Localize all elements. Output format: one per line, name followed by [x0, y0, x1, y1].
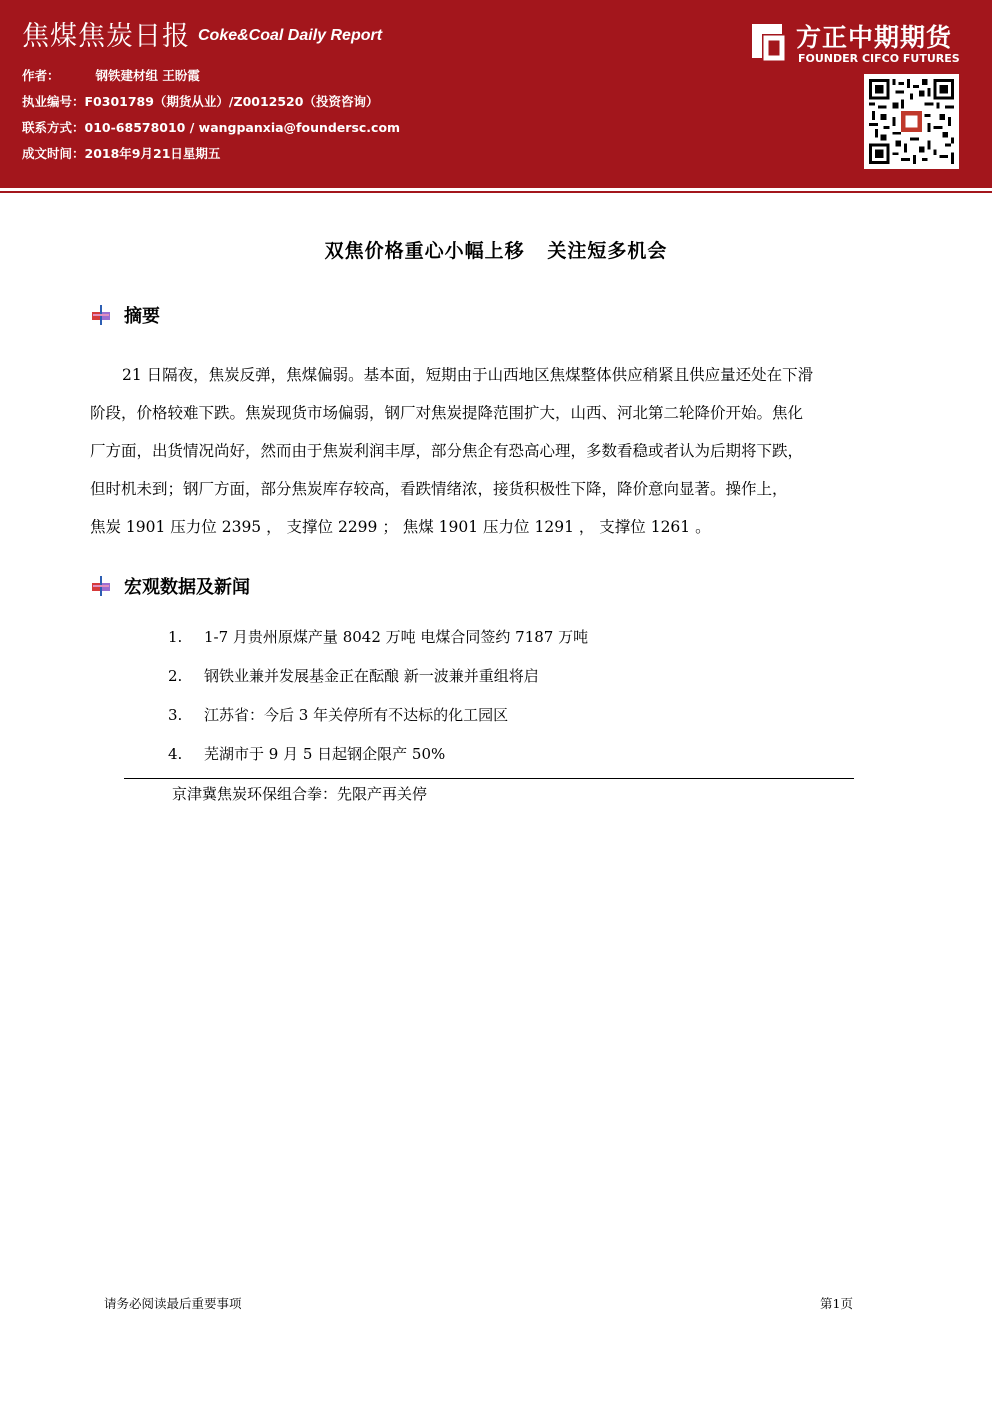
section-bullet-icon: [90, 304, 112, 326]
header-rule: [0, 184, 992, 188]
document-title: 双焦价格重心小幅上移 关注短多机会: [324, 240, 668, 262]
contact-line: [22, 118, 400, 136]
author-value: 钢铁建材组 王盼霞: [95, 68, 200, 83]
summary-line-2: 阶段，价格较难下跌。焦炭现货市场偏弱，钢厂对焦炭提降范围扩大，山西、河北第二轮降价开始。焦化: [90, 404, 804, 422]
logo-english-name: FOUNDER CIFCO FUTURES: [798, 52, 960, 65]
news-item[interactable]: [168, 624, 868, 663]
founder-logo-icon: [746, 20, 788, 62]
license-label: 执业编号：: [22, 94, 85, 109]
news-heading-label: 宏观数据及新闻: [124, 577, 250, 598]
summary-line-4: 但时机未到；钢厂方面，部分焦炭库存较高，看跌情绪浓，接货积极性下降，降价意向显著。操作上，: [90, 480, 788, 498]
license-value: F0301789（期货从业）/Z0012520（投资咨询）: [84, 94, 379, 109]
page-number: 第1页: [820, 1296, 853, 1311]
report-subtitle: Coke&Coal Daily Report: [198, 27, 383, 44]
news-item[interactable]: [168, 741, 868, 780]
author-label: 作者：: [22, 68, 60, 83]
author-line: [22, 66, 200, 84]
news-item-text: 1-7 月贵州原煤产量 8042 万吨 电煤合同签约 7187 万吨: [204, 628, 589, 646]
news-item[interactable]: [168, 702, 868, 741]
date-line: [22, 144, 220, 162]
news-list: [168, 624, 868, 780]
date-value: 2018年9月21日星期五: [84, 146, 221, 161]
summary-line-5: 焦炭 1901 压力位 2395 ， 支撑位 2299 ； 焦煤 1901 压力位 1291 ， 支撑位 1261 。: [90, 518, 711, 536]
qr-code: [864, 74, 959, 169]
news-item-number: 1.: [168, 628, 183, 646]
news-item-text: 芜湖市于 9 月 5 日起钢企限产 50%: [204, 745, 446, 763]
company-logo: [746, 18, 976, 68]
news-item-text: 钢铁业兼并发展基金正在酝酿 新一波兼并重组将启: [204, 667, 539, 685]
news-item-text: 江苏省：今后 3 年关停所有不达标的化工园区: [204, 706, 509, 724]
news-item-number: 4.: [168, 745, 183, 763]
disclaimer-notice: 请务必阅读最后重要事项: [104, 1296, 242, 1311]
news-footnote[interactable]: 京津冀焦炭环保组合拳：先限产再关停: [172, 785, 428, 803]
summary-body: [90, 356, 902, 546]
news-item-number: 3.: [168, 706, 183, 724]
report-title: 焦煤焦炭日报: [22, 21, 190, 52]
report-header: [0, 0, 992, 184]
header-rule-thin: [0, 191, 992, 193]
summary-line-3: 厂方面，出货情况尚好，然而由于焦炭利润丰厚，部分焦企有恐高心理，多数看稳或者认为后期将下跌，: [90, 442, 804, 460]
summary-heading-label: 摘要: [124, 306, 160, 327]
contact-value: 010-68578010 / wangpanxia@foundersc.com: [84, 120, 401, 135]
contact-label: 联系方式：: [22, 120, 85, 135]
logo-chinese-name: 方正中期期货: [796, 23, 953, 52]
news-divider: [124, 778, 854, 779]
news-item[interactable]: [168, 663, 868, 702]
date-label: 成文时间：: [22, 146, 85, 161]
qr-code-icon: [869, 79, 954, 164]
section-bullet-icon: [90, 575, 112, 597]
news-item-number: 2.: [168, 667, 183, 685]
summary-line-1: 21 日隔夜，焦炭反弹，焦煤偏弱。基本面，短期由于山西地区焦煤整体供应稍紧且供应量还处在下滑: [122, 366, 814, 384]
license-line: [22, 92, 378, 110]
